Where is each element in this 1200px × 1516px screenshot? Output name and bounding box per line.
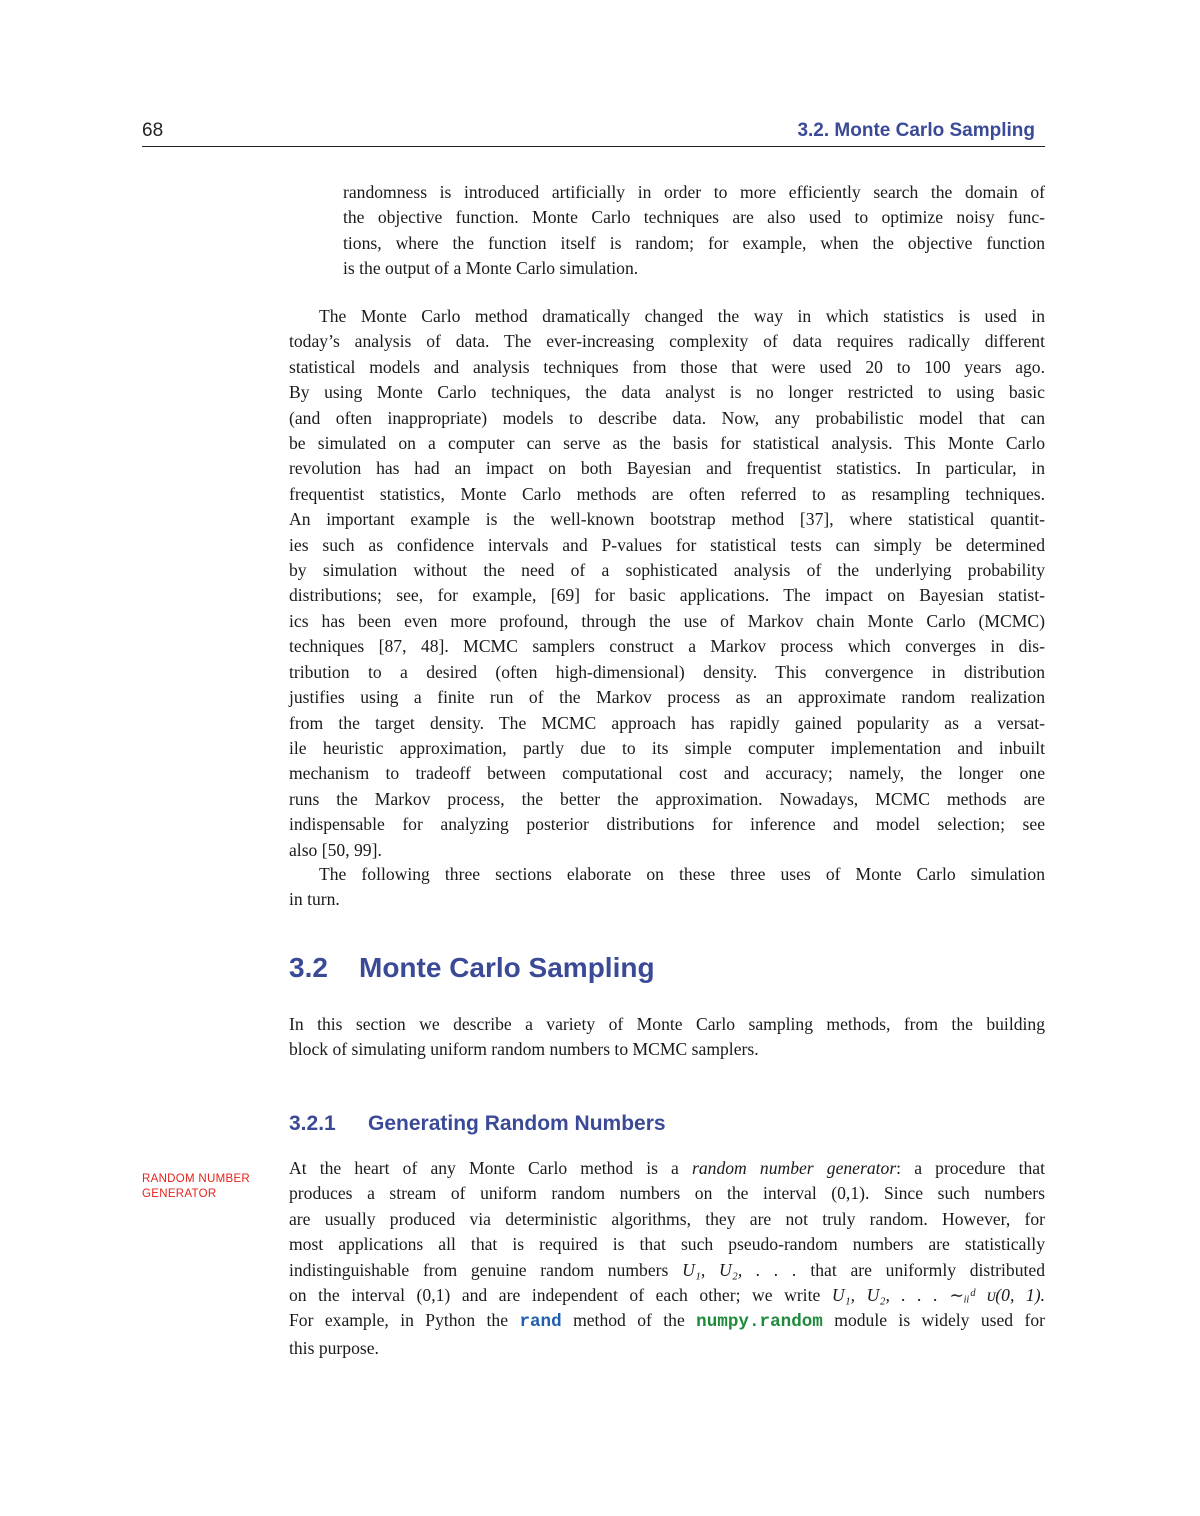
text-line: randomness is introduced artificially in order to more efficiently search the domain of	[343, 182, 1045, 202]
text-line: ies such as confidence intervals and P-values for statistical tests can simply be determined	[289, 534, 1045, 555]
margin-note-line: RANDOM NUMBER	[142, 1173, 251, 1185]
text-line: (and often inappropriate) models to describe data. Now, any probabilistic model that can	[289, 407, 1045, 428]
text-line: the objective function. Monte Carlo techniques are also used to optimize noisy func-	[343, 207, 1045, 228]
text-run: module is widely used for	[822, 1310, 1045, 1331]
text-line: statistical models and analysis techniques from those that were used 20 to 100 years ago.	[289, 356, 1045, 377]
text-line: The following three sections elaborate on these three uses of Monte Carlo simulation	[319, 864, 1045, 884]
text-run: on the interval (0,1) and are independent of each other; we write	[289, 1285, 832, 1306]
margin-note	[142, 1172, 250, 1202]
section-heading	[289, 952, 655, 984]
text-line: by simulation without the need of a sophisticated analysis of the underlying probability	[289, 560, 1045, 581]
text-line: is the output of a Monte Carlo simulation.	[343, 258, 639, 279]
text-line	[289, 1308, 1045, 1335]
text-run: that are uniformly distributed	[796, 1259, 1046, 1280]
margin-note-line: GENERATOR	[142, 1188, 217, 1200]
text-line: today’s analysis of data. The ever-increasing complexity of data requires radically different	[289, 331, 1045, 352]
text-line: in turn.	[289, 889, 340, 910]
code-numpy-random: numpy.random	[696, 1312, 823, 1333]
text-line: frequentist statistics, Monte Carlo methods are often referred to as resampling techniques.	[289, 483, 1045, 504]
subsection-title: Generating Random Numbers	[368, 1112, 666, 1135]
text-line: techniques [87, 48]. MCMC samplers construct a Markov process which converges in dis-	[289, 636, 1045, 657]
text-line: block of simulating uniform random numbers to MCMC samplers.	[289, 1039, 759, 1060]
text-line: The Monte Carlo method dramatically changed the way in which statistics is used in	[319, 306, 1045, 326]
text-line: produces a stream of uniform random numbers on the interval (0,1). Since such numbers	[289, 1183, 1045, 1204]
intro-block	[343, 180, 1045, 282]
code-rand: rand	[519, 1312, 562, 1333]
text-run: At the heart of any Monte Carlo method is a	[289, 1158, 693, 1178]
paragraph-random-number-generator	[289, 1156, 1045, 1361]
text-line: from the target density. The MCMC approach has rapidly gained popularity as a versat-	[289, 712, 1045, 733]
text-line: be simulated on a computer can serve as the basis for statistical analysis. This Monte Carlo	[289, 433, 1045, 454]
text-line: In this section we describe a variety of Monte Carlo sampling methods, from the building	[289, 1014, 1045, 1034]
math-expression: U₁, U₂, . . .	[682, 1259, 797, 1280]
section-intro	[289, 1012, 1045, 1063]
text-line: revolution has had an impact on both Bayesian and frequentist statistics. In particular, in	[289, 458, 1045, 479]
text-line	[289, 1156, 1045, 1181]
paragraph-monte-carlo-method	[289, 304, 1045, 863]
text-run: method of the	[561, 1310, 697, 1331]
page-number: 68	[142, 120, 164, 141]
text-line: An important example is the well-known bootstrap method [37], where statistical quantit-	[289, 509, 1045, 530]
running-head: 3.2. Monte Carlo Sampling	[797, 120, 1035, 141]
text-line	[289, 1283, 1045, 1308]
text-line: ics has been even more profound, through the use of Markov chain Monte Carlo (MCMC)	[289, 610, 1045, 631]
paragraph-following-sections	[289, 862, 1045, 913]
text-line: tions, where the function itself is random; for example, when the objective function	[343, 232, 1045, 253]
text-line	[289, 1258, 1045, 1283]
subsection-number: 3.2.1	[289, 1112, 336, 1135]
text-run: For example, in Python the	[289, 1310, 520, 1331]
section-number: 3.2	[289, 952, 328, 983]
text-line: mechanism to tradeoff between computational cost and accuracy; namely, the longer one	[289, 763, 1045, 784]
text-line: By using Monte Carlo techniques, the data analyst is no longer restricted to using basic	[289, 382, 1045, 403]
text-line: ile heuristic approximation, partly due to its simple computer implementation and inbuilt	[289, 737, 1045, 758]
text-line: this purpose.	[289, 1337, 379, 1358]
emphasis-term: random number generator	[692, 1158, 897, 1178]
text-line: also [50, 99].	[289, 839, 382, 860]
text-line: are usually produced via deterministic algorithms, they are not truly random. However, for	[289, 1208, 1045, 1229]
text-line: runs the Markov process, the better the approximation. Nowadays, MCMC methods are	[289, 788, 1045, 809]
text-line: justifies using a finite run of the Markov process as an approximate random realization	[289, 687, 1045, 708]
math-expression: U₁, U₂, . . . ∼ᵢᵢᵈ ᴜ(0, 1).	[831, 1285, 1045, 1306]
text-run: : a procedure that	[896, 1158, 1045, 1178]
page-header	[142, 120, 1045, 147]
text-line: tribution to a desired (often high-dimensional) density. This convergence in distribution	[289, 661, 1045, 682]
text-line: most applications all that is required is that such pseudo-random numbers are statistically	[289, 1234, 1045, 1255]
text-line: indispensable for analyzing posterior distributions for inference and model selection; see	[289, 814, 1045, 835]
subsection-heading	[289, 1112, 666, 1136]
text-run: indistinguishable from genuine random numbers	[289, 1259, 683, 1280]
text-line: distributions; see, for example, [69] for basic applications. The impact on Bayesian statist-	[289, 585, 1045, 606]
section-title: Monte Carlo Sampling	[359, 952, 655, 983]
